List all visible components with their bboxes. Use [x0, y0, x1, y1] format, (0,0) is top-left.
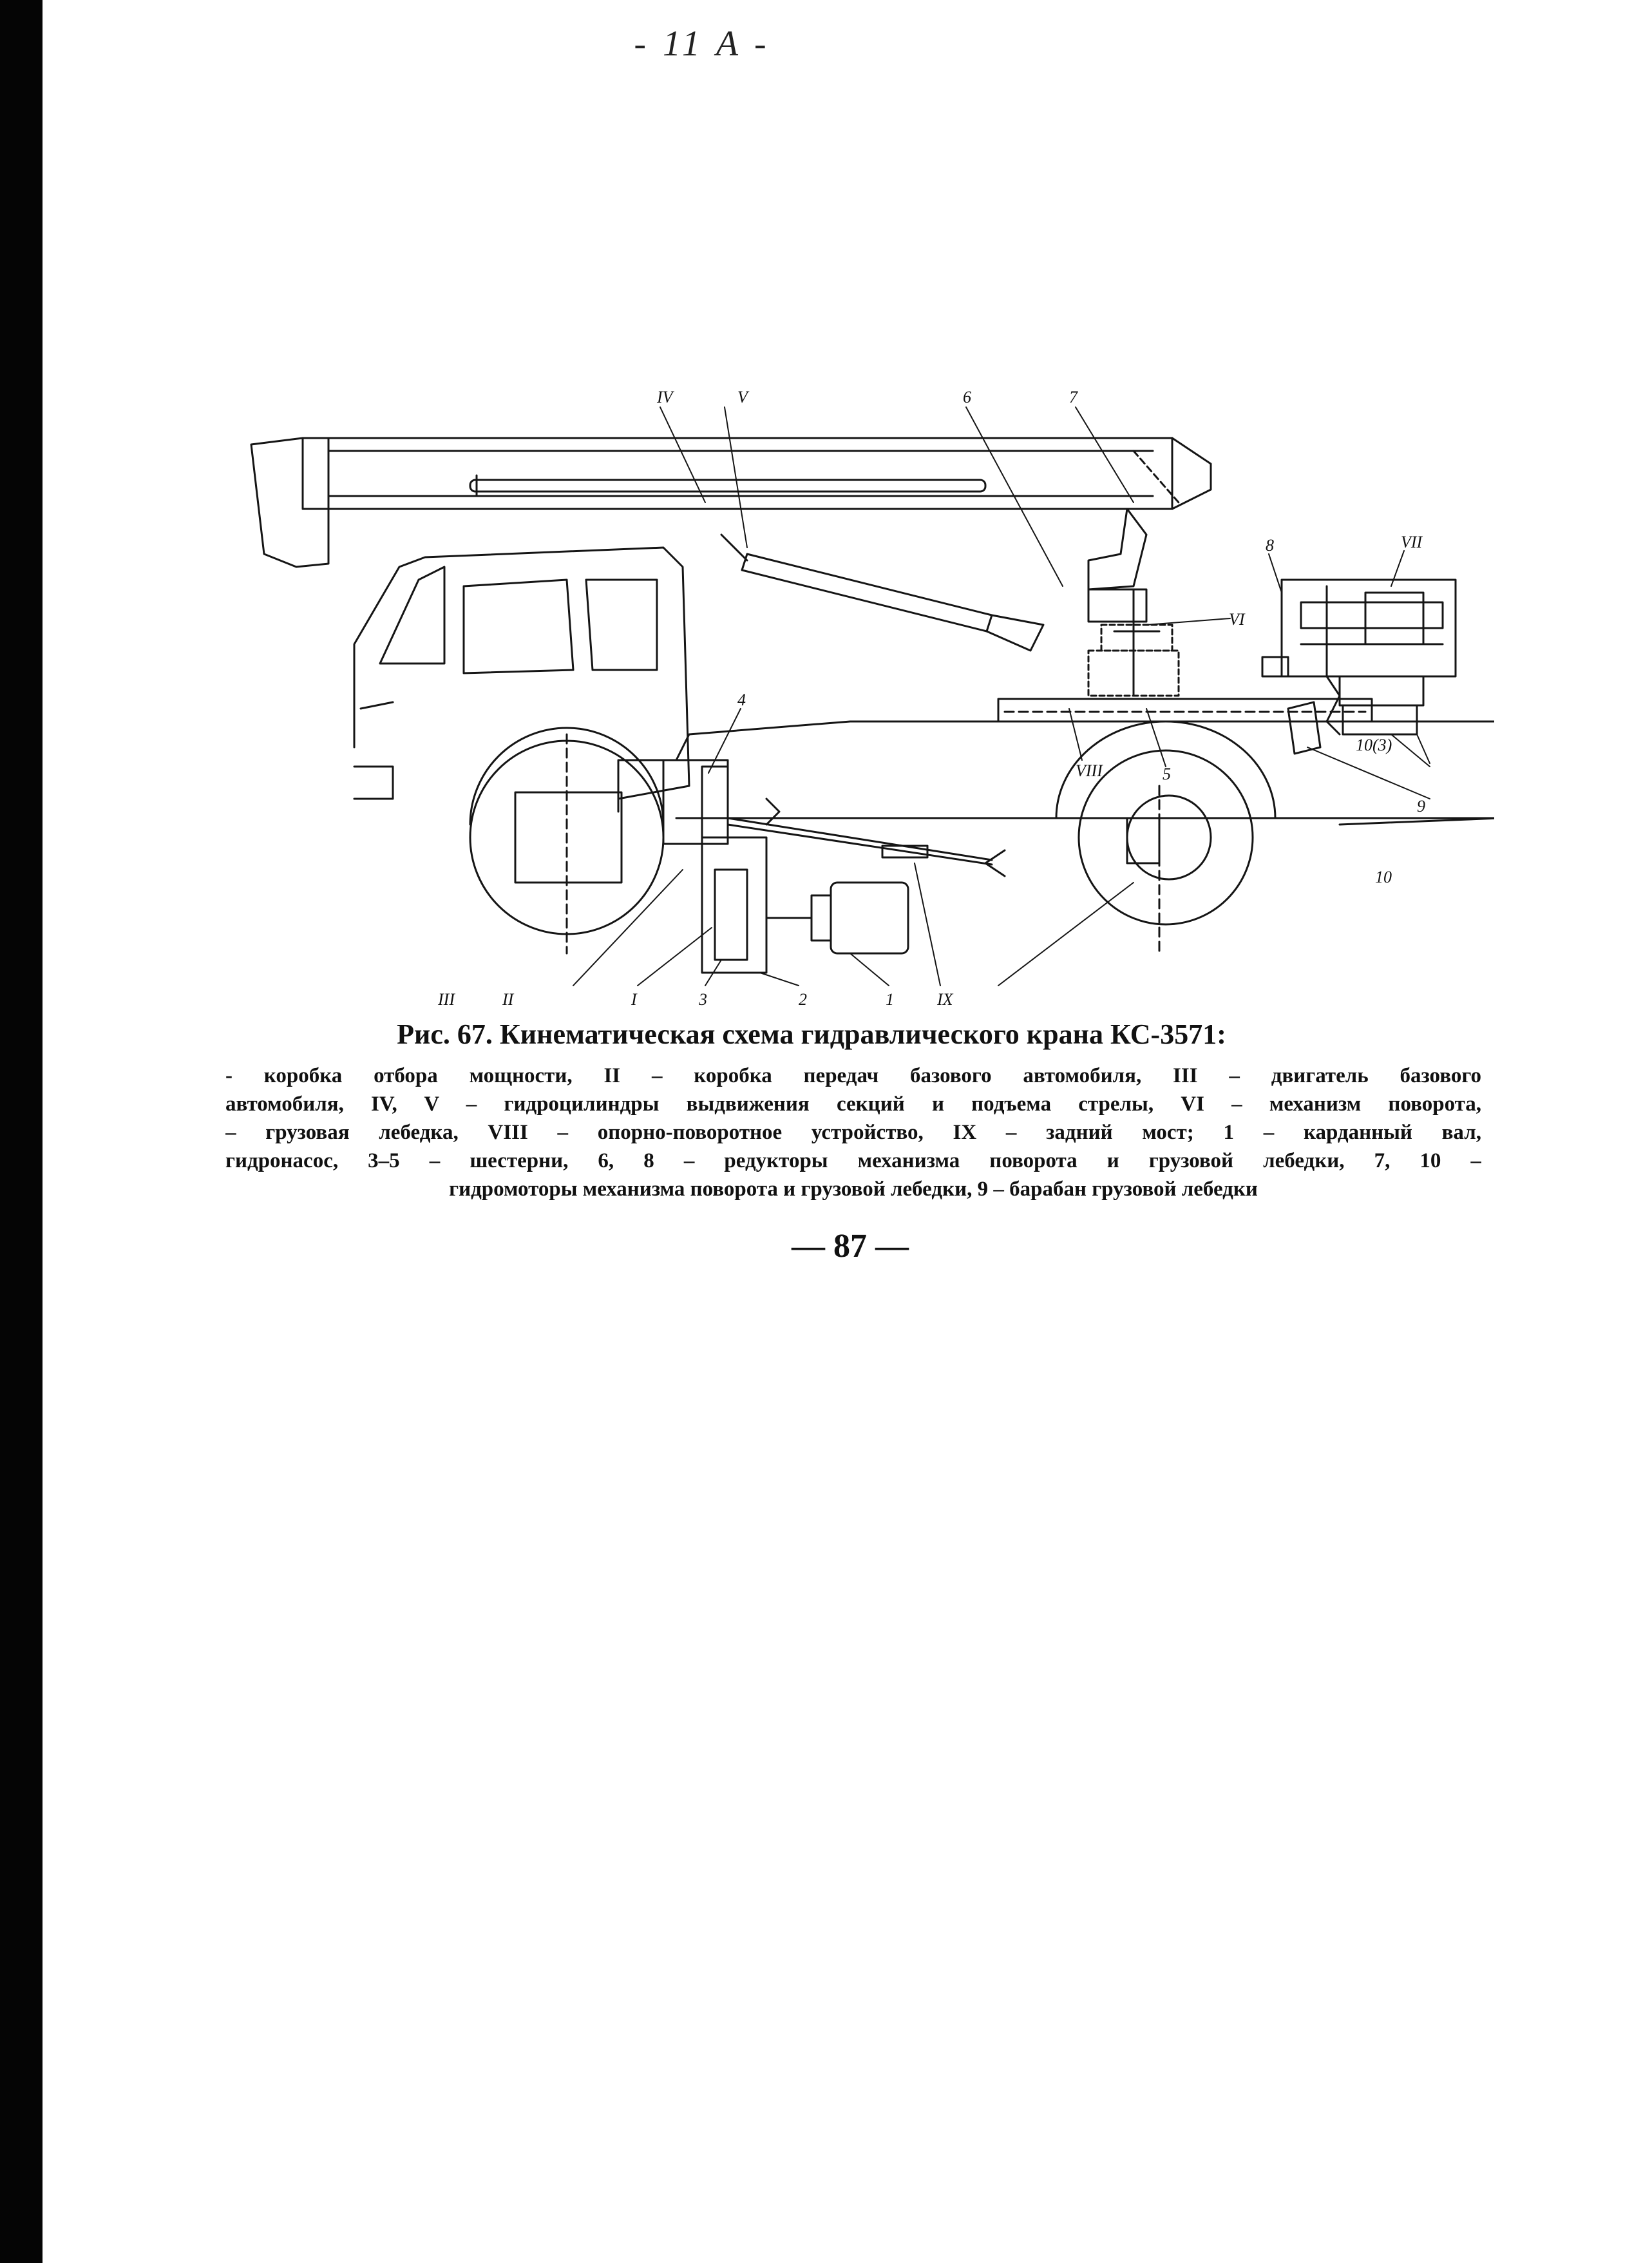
label-VIII: VIII — [1076, 761, 1103, 780]
label-III: III — [438, 990, 455, 1009]
slewing-mechanism-vi — [1088, 509, 1179, 696]
figure-legend — [225, 1062, 1481, 1203]
label-10: 10 — [1375, 868, 1392, 886]
label-VII: VII — [1401, 533, 1423, 551]
label-1: 1 — [886, 990, 894, 1009]
label-IV: IV — [657, 388, 673, 406]
label-2: 2 — [799, 990, 807, 1009]
scan-border — [0, 0, 43, 2263]
rear-wheel — [1056, 721, 1275, 953]
label-4: 4 — [737, 691, 746, 709]
legend-line: – грузовая лебедка, VIII – опорно-поворотное устройство, IX – задний мост; 1 – карданный вал, — [225, 1121, 1481, 1144]
label-II: II — [502, 990, 514, 1009]
hydraulic-pump — [766, 883, 908, 953]
front-wheel — [470, 728, 663, 953]
figure-caption-title: Рис. 67. Кинематическая схема гидравлического крана КС-3571: — [397, 1018, 1226, 1050]
label-7: 7 — [1069, 388, 1078, 406]
label-9: 9 — [1417, 797, 1425, 816]
label-6: 6 — [963, 388, 971, 406]
legend-line: гидромоторы механизма поворота и грузовой лебедки, 9 – барабан грузовой лебедки — [449, 1178, 1258, 1201]
label-3: 3 — [699, 990, 707, 1009]
legend-line: автомобиля, IV, V – гидроцилиндры выдвижения секций и подъема стрелы, VI – механизм поворота, — [225, 1093, 1481, 1116]
label-10-3: 10(3) — [1356, 736, 1392, 754]
label-IX: IX — [937, 990, 953, 1009]
legend-line: гидронасос, 3–5 – шестерни, 6, 8 – редукторы механизма поворота и грузовой лебедки, 7, 10 – — [225, 1149, 1481, 1172]
gearbox-and-pto — [663, 760, 1005, 973]
label-8: 8 — [1266, 536, 1274, 555]
handwritten-page-mark: - 11 A - — [634, 24, 770, 64]
winch-hydromotor-10 — [1288, 702, 1417, 754]
luffing-cylinder-v — [721, 535, 1043, 651]
label-5: 5 — [1163, 765, 1171, 783]
crane-kinematic-diagram — [232, 374, 1494, 1018]
telescoping-cylinder-iv — [470, 475, 985, 496]
label-VI: VI — [1229, 610, 1245, 629]
page-number: — 87 — — [792, 1228, 909, 1265]
label-V: V — [737, 388, 748, 406]
boom — [251, 438, 1211, 567]
label-I: I — [631, 990, 637, 1009]
legend-line: - коробка отбора мощности, II – коробка передач базового автомобиля, III – двигатель базового — [225, 1064, 1481, 1087]
